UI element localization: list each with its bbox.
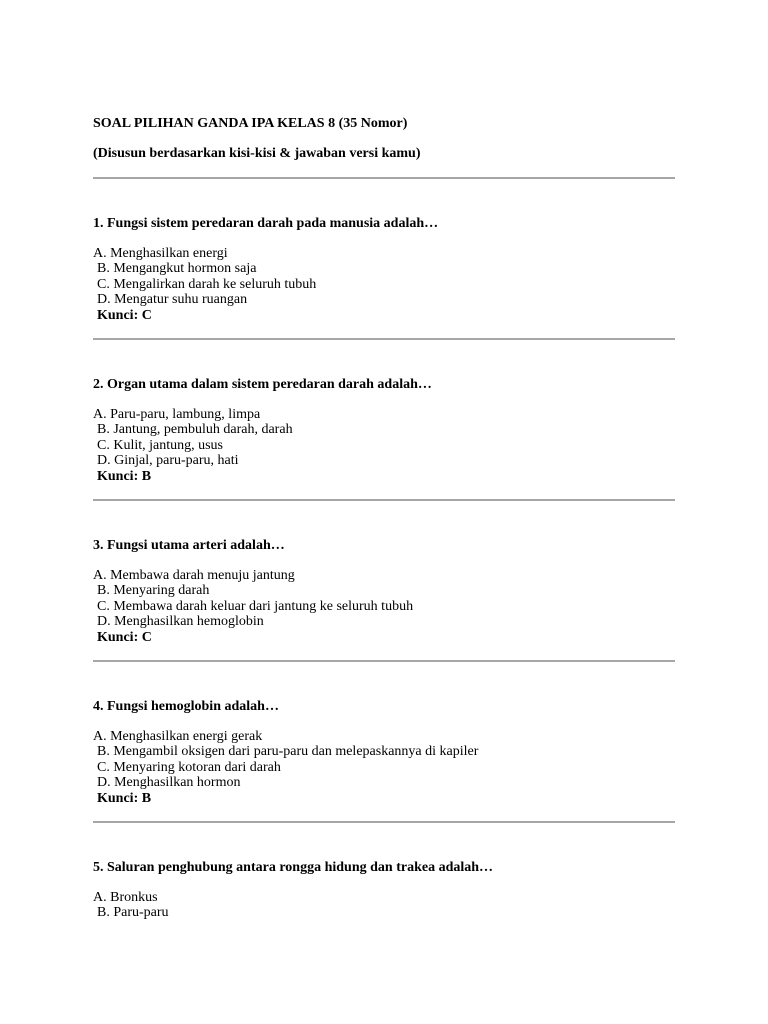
option-list [93, 729, 675, 806]
option-list [93, 246, 675, 323]
option-b: B. Paru-paru [97, 905, 169, 921]
option-a: A. Menghasilkan energi [93, 246, 228, 261]
question-5 [93, 860, 675, 921]
divider [93, 660, 675, 662]
question-1 [93, 216, 675, 323]
question-text: 1. Fungsi sistem peredaran darah pada manusia adalah… [93, 216, 439, 231]
option-a: A. Paru-paru, lambung, limpa [93, 407, 261, 422]
option-b: B. Mengambil oksigen dari paru-paru dan melepaskannya di kapiler [97, 744, 479, 760]
option-a: A. Membawa darah menuju jantung [93, 568, 295, 583]
option-c: C. Menyaring kotoran dari darah [97, 759, 281, 775]
divider [93, 177, 675, 179]
answer-key: Kunci: C [97, 629, 152, 645]
option-c: C. Kulit, jantung, usus [97, 437, 224, 453]
option-d: D. Mengatur suhu ruangan [97, 292, 248, 308]
question-text: 5. Saluran penghubung antara rongga hidung dan trakea adalah… [93, 860, 494, 875]
option-a: A. Bronkus [93, 890, 158, 905]
option-d: D. Menghasilkan hormon [97, 775, 241, 791]
answer-key: Kunci: C [97, 307, 152, 323]
question-2 [93, 377, 675, 484]
divider [93, 338, 675, 340]
option-list [93, 890, 675, 921]
question-text: 4. Fungsi hemoglobin adalah… [93, 699, 279, 714]
divider [93, 499, 675, 501]
option-list [93, 568, 675, 645]
document-title: SOAL PILIHAN GANDA IPA KELAS 8 (35 Nomor) [93, 116, 408, 131]
question-text: 2. Organ utama dalam sistem peredaran darah adalah… [93, 377, 432, 392]
option-b: B. Menyaring darah [97, 583, 210, 599]
option-a: A. Menghasilkan energi gerak [93, 729, 263, 744]
option-b: B. Mengangkut hormon saja [97, 261, 257, 277]
question-4 [93, 699, 675, 806]
divider [93, 821, 675, 823]
answer-key: Kunci: B [97, 468, 152, 484]
option-d: D. Menghasilkan hemoglobin [97, 614, 264, 630]
option-c: C. Membawa darah keluar dari jantung ke seluruh tubuh [97, 598, 414, 614]
option-list [93, 407, 675, 484]
option-d: D. Ginjal, paru-paru, hati [97, 453, 239, 469]
document-subtitle: (Disusun berdasarkan kisi-kisi & jawaban versi kamu) [93, 146, 421, 161]
question-text: 3. Fungsi utama arteri adalah… [93, 538, 285, 553]
question-3 [93, 538, 675, 645]
option-b: B. Jantung, pembuluh darah, darah [97, 422, 293, 438]
answer-key: Kunci: B [97, 790, 152, 806]
option-c: C. Mengalirkan darah ke seluruh tubuh [97, 276, 317, 292]
